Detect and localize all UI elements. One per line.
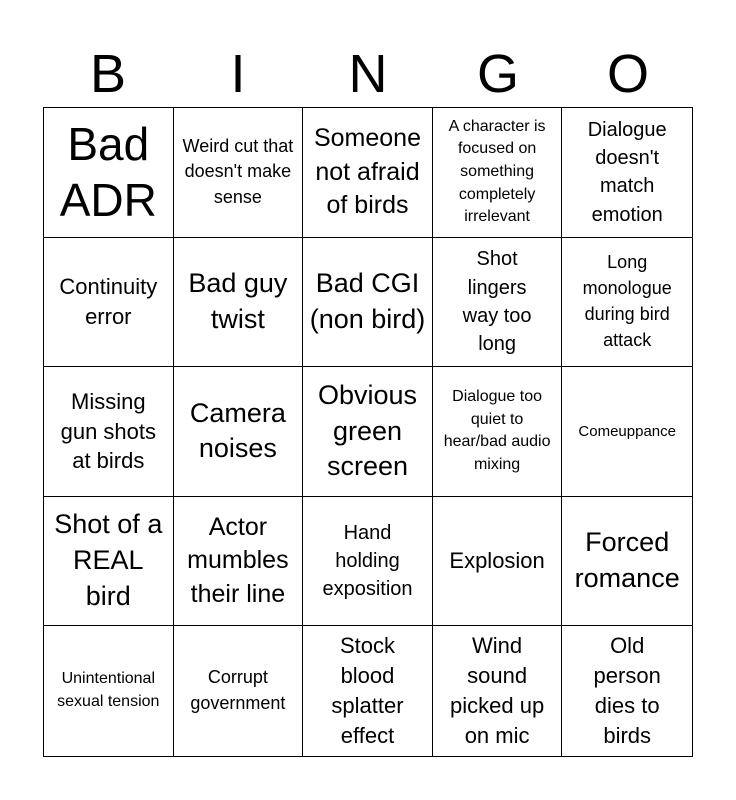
bingo-cell-text: Wind sound picked up on mic bbox=[450, 633, 545, 749]
bingo-cell[interactable] bbox=[44, 497, 174, 627]
bingo-cell[interactable] bbox=[44, 367, 174, 497]
bingo-cell-text: Actor mumbles their line bbox=[187, 513, 289, 608]
bingo-cell[interactable] bbox=[303, 108, 433, 238]
bingo-cell-text: Corrupt government bbox=[190, 667, 286, 714]
bingo-cell-text: Hand holding exposition bbox=[322, 521, 413, 601]
bingo-cell[interactable] bbox=[44, 626, 174, 756]
bingo-cell-text: Shot lingers way too long bbox=[462, 248, 532, 356]
bingo-cell-text: Bad CGI (non bird) bbox=[309, 267, 426, 334]
bingo-cell-text: Bad guy twist bbox=[188, 267, 288, 334]
bingo-cell[interactable] bbox=[174, 108, 304, 238]
bingo-cell-text: Dialogue too quiet to hear/bad audio mixing bbox=[443, 388, 551, 474]
bingo-cell[interactable] bbox=[562, 108, 692, 238]
bingo-cell-text: Stock blood splatter effect bbox=[331, 633, 404, 749]
bingo-cell-text: Weird cut that doesn't make sense bbox=[182, 135, 294, 208]
bingo-cell[interactable] bbox=[562, 367, 692, 497]
bingo-cell[interactable] bbox=[433, 238, 563, 368]
bingo-cell-text: Someone not afraid of birds bbox=[313, 124, 421, 219]
bingo-cell[interactable] bbox=[433, 367, 563, 497]
bingo-cell[interactable] bbox=[174, 626, 304, 756]
bingo-cell-text: Unintentional sexual tension bbox=[57, 670, 160, 711]
bingo-cell[interactable] bbox=[174, 497, 304, 627]
bingo-cell-text: Bad ADR bbox=[59, 118, 157, 227]
bingo-cell[interactable] bbox=[433, 626, 563, 756]
bingo-board bbox=[43, 107, 693, 757]
bingo-cell[interactable] bbox=[562, 497, 692, 627]
bingo-cell-text: Comeuppance bbox=[578, 422, 676, 440]
bingo-cell[interactable] bbox=[44, 238, 174, 368]
header-letter-i: I bbox=[230, 44, 246, 104]
bingo-cell-text: Old person dies to birds bbox=[593, 633, 661, 749]
bingo-cell-text: Dialogue doesn't match emotion bbox=[587, 118, 667, 226]
bingo-cell[interactable] bbox=[174, 367, 304, 497]
bingo-cell-text: A character is focused on something completely irrelevant bbox=[448, 117, 546, 226]
bingo-cell[interactable] bbox=[44, 108, 174, 238]
bingo-header bbox=[43, 42, 693, 106]
bingo-cell[interactable] bbox=[303, 238, 433, 368]
bingo-cell-text: Long monologue during bird attack bbox=[582, 252, 672, 350]
bingo-cell[interactable] bbox=[433, 497, 563, 627]
bingo-cell-text: Camera noises bbox=[189, 397, 286, 464]
bingo-cell-text: Explosion bbox=[449, 548, 545, 574]
header-letter-b: B bbox=[89, 44, 127, 104]
bingo-cell[interactable] bbox=[174, 238, 304, 368]
bingo-cell-text: Missing gun shots at birds bbox=[60, 388, 156, 474]
bingo-cell-text: Continuity error bbox=[59, 273, 158, 329]
bingo-cell-text: Forced romance bbox=[574, 527, 680, 594]
bingo-cell[interactable] bbox=[303, 367, 433, 497]
header-letter-g: G bbox=[476, 44, 519, 104]
bingo-cell-text: Shot of a REAL bird bbox=[54, 509, 163, 612]
bingo-cell[interactable] bbox=[303, 626, 433, 756]
header-letter-o: O bbox=[606, 44, 649, 104]
bingo-cell-text: Obvious green screen bbox=[317, 379, 418, 482]
bingo-cell[interactable] bbox=[303, 497, 433, 627]
bingo-cell[interactable] bbox=[562, 238, 692, 368]
header-letter-n: N bbox=[348, 44, 388, 104]
bingo-cell[interactable] bbox=[433, 108, 563, 238]
bingo-cell[interactable] bbox=[562, 626, 692, 756]
